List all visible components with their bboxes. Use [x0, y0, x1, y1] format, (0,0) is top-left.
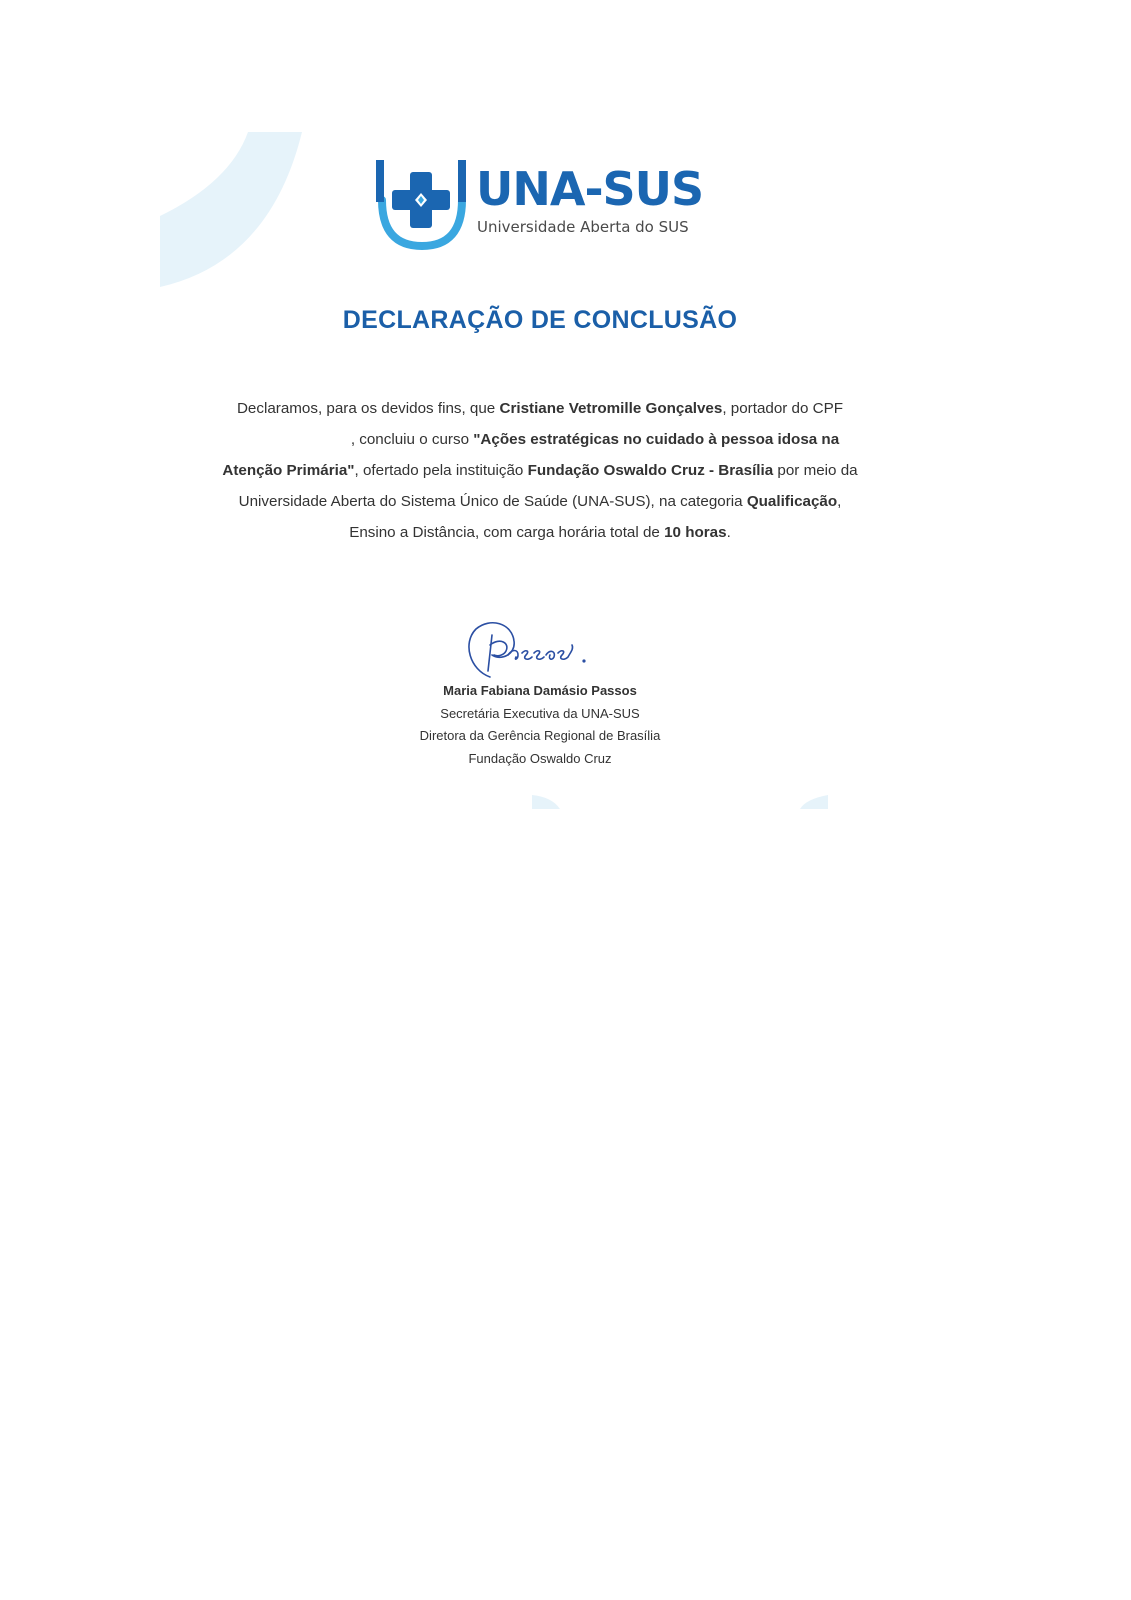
signatory-role-1: Secretária Executiva da UNA-SUS [440, 705, 640, 721]
handwritten-signature [460, 615, 600, 685]
course-name: "Ações estratégicas no cuidado à pessoa idosa na Atenção Primária" [222, 431, 840, 479]
institution-name: Fundação Oswaldo Cruz - Brasília [527, 462, 774, 479]
declaration-after-institution: por meio da Universidade Aberta do Sistema Único de Saúde (UNA-SUS), na categoria [238, 462, 858, 510]
declaration-end: . [726, 524, 731, 541]
background-arc-top-left [160, 132, 302, 287]
workload: 10 horas [664, 524, 727, 541]
logo-wordmark: UNA-SUS [476, 162, 704, 216]
logo-subtitle: Universidade Aberta do SUS [477, 218, 689, 236]
person-name: Cristiane Vetromille Gonçalves [499, 400, 723, 417]
category-name: Qualificação [746, 493, 838, 510]
background-arc-bottom-left [532, 795, 562, 809]
declaration-after-course: , ofertado pela instituição [354, 462, 528, 479]
background-arc-bottom-right [798, 795, 828, 809]
declaration-after-category: , Ensino a Distância, com carga horária total de [349, 493, 842, 541]
declaration-text [222, 393, 858, 548]
logo-emblem-icon [376, 160, 468, 252]
declaration-intro: Declaramos, para os devidos fins, que [236, 400, 500, 417]
declaration-after-cpf: , concluiu o curso [350, 431, 474, 448]
declaration-after-name: , portador do CPF [722, 400, 844, 417]
signatory-organization: Fundação Oswaldo Cruz [468, 750, 612, 766]
signatory-role-2: Diretora da Gerência Regional de Brasília [419, 728, 661, 743]
document-title: DECLARAÇÃO DE CONCLUSÃO [342, 306, 738, 334]
signatory-name: Maria Fabiana Damásio Passos [443, 683, 637, 698]
signatory-block [0, 680, 1080, 770]
una-sus-logo [380, 160, 704, 252]
